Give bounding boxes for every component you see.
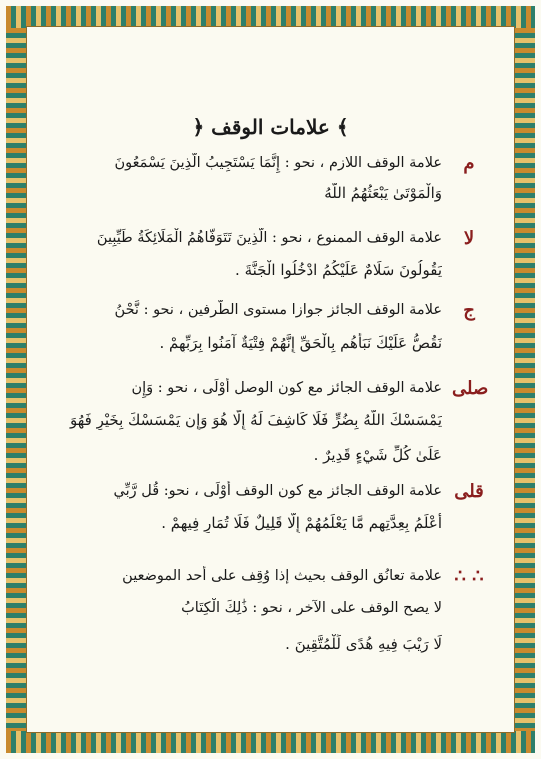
item-line: نَقُصُّ عَلَيْكَ نَبَأَهُم بِالْحَقِّ إِنَّهُمْ فِتْيَةٌ آمَنُوا بِرَبِّهِمْ .: [159, 334, 442, 352]
item-line: علامة الوقف الجائز مع كون الوقف أَوْلَى ، نحو: قُل رَّبِّي: [113, 483, 442, 499]
item-line: يَقُولُونَ سَلَامٌ عَلَيْكُمُ ادْخُلُوا الْجَنَّةَ .: [235, 261, 442, 279]
symbol-muaanaqa: ∴ ∴: [454, 566, 484, 587]
item-line: وَالْمَوْتَىٰ يَبْعَثُهُمُ اللَّهُ: [324, 184, 442, 202]
item-line: علامة الوقف الممنوع ، نحو : الَّذِينَ تَتَوَفَّاهُمُ الْمَلَائِكَةُ طَيِّبِينَ: [96, 230, 442, 246]
item-line: يَمْسَسْكَ اللَّهُ بِضُرٍّ فَلَا كَاشِفَ لَهُ إِلَّا هُوَ وَإِن يَمْسَسْكَ بِخَيْرٍ فَهُوَ: [70, 411, 442, 429]
item-line: علامة تعانُق الوقف بحيث إذا وُقِف على أحد الموضعين: [122, 568, 442, 584]
page-title: ﴿ علامات الوقف ﴾: [192, 115, 349, 139]
symbol-jeem: ج: [463, 300, 475, 321]
item-line: لَا رَيْبَ فِيهِ هُدًى لِّلْمُتَّقِينَ .: [285, 635, 442, 653]
item-line: علامة الوقف الجائز مع كون الوصل أَوْلَى ، نحو : وَإِن: [131, 380, 442, 396]
item-line: أَعْلَمُ بِعِدَّتِهِم مَّا يَعْلَمُهُمْ إِلَّا قَلِيلٌ فَلَا تُمَارِ فِيهِمْ .: [161, 514, 442, 532]
item-line: علامة الوقف الجائز جوازا مستوى الطّرفين ، نحو : نَّحْنُ: [114, 302, 442, 318]
item-line: علامة الوقف اللازم ، نحو : إِنَّمَا يَسْتَجِيبُ الَّذِينَ يَسْمَعُونَ: [114, 155, 442, 171]
symbol-sala: صلى: [452, 378, 489, 399]
symbol-la: لا: [463, 228, 475, 249]
symbol-qala: قلى: [454, 481, 484, 502]
item-line: عَلَىٰ كُلِّ شَيْءٍ قَدِيرٌ .: [313, 446, 442, 464]
item-line: لا يصح الوقف على الآخر ، نحو : ذَٰلِكَ الْكِتَابُ: [181, 600, 442, 616]
symbol-meem: م: [463, 153, 475, 174]
